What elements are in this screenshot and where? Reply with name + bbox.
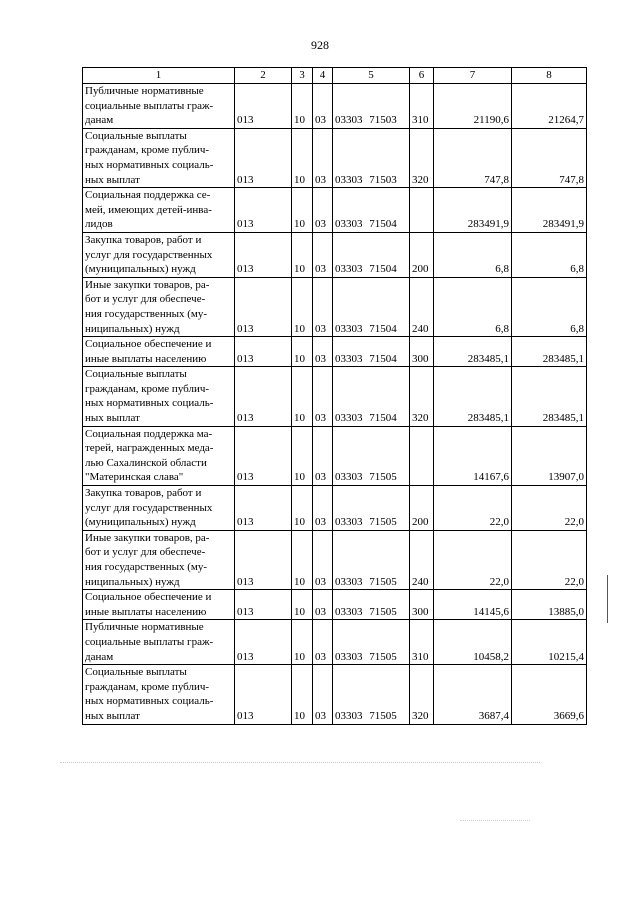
table-row: [83, 367, 587, 426]
section-cell: 10: [292, 232, 313, 277]
ministry-code-cell: 013: [235, 590, 292, 620]
row-name-cell: [83, 128, 235, 187]
section-cell: 10: [292, 590, 313, 620]
target-article-cell: [333, 277, 410, 336]
table-row: [83, 665, 587, 724]
sum-year2-cell: 6,8: [512, 232, 587, 277]
sum-year1-cell: 6,8: [434, 277, 512, 336]
row-name-text: Социальная поддержка се- мей, имеющих детей-инва- лидов: [85, 189, 212, 231]
sum-year1-cell: 6,8: [434, 232, 512, 277]
row-name-text: Социальная поддержка ма- терей, награжденных меда- лью Сахалинской области "Материнская слава": [85, 427, 214, 484]
direction-code: 71505: [369, 709, 397, 722]
program-code: 03303: [335, 322, 363, 335]
section-cell: 10: [292, 530, 313, 589]
expense-type-cell: [410, 188, 434, 233]
table-header-row: [83, 68, 587, 84]
table-row: [83, 232, 587, 277]
row-name-cell: [83, 426, 235, 485]
row-name-cell: [83, 84, 235, 129]
sum-year2-cell: 283485,1: [512, 367, 587, 426]
ministry-code-cell: 013: [235, 128, 292, 187]
table-row: [83, 84, 587, 129]
section-cell: 10: [292, 337, 313, 367]
table-row: [83, 337, 587, 367]
ministry-code-cell: 013: [235, 188, 292, 233]
program-code: 03303: [335, 650, 363, 663]
column-header: 1: [83, 68, 235, 84]
program-code: 03303: [335, 575, 363, 588]
direction-code: 71505: [369, 605, 397, 618]
sum-year1-cell: 22,0: [434, 530, 512, 589]
sum-year2-cell: 283491,9: [512, 188, 587, 233]
row-name-cell: [83, 530, 235, 589]
subsection-cell: 03: [313, 426, 333, 485]
target-article-cell: [333, 84, 410, 129]
program-code: 03303: [335, 605, 363, 618]
section-cell: 10: [292, 84, 313, 129]
sum-year2-cell: 10215,4: [512, 620, 587, 665]
subsection-cell: 03: [313, 128, 333, 187]
sum-year2-cell: 6,8: [512, 277, 587, 336]
expense-type-cell: 200: [410, 232, 434, 277]
sum-year2-cell: 13907,0: [512, 426, 587, 485]
ministry-code-cell: 013: [235, 426, 292, 485]
program-code: 03303: [335, 218, 363, 231]
row-name-text: Закупка товаров, работ и услуг для государственных (муниципальных) нужд: [85, 487, 213, 529]
row-name-text: Социальные выплаты гражданам, кроме публич- ных нормативных социаль- ных выплат: [85, 368, 214, 425]
row-name-cell: [83, 665, 235, 724]
expense-type-cell: 300: [410, 337, 434, 367]
target-article-cell: [333, 620, 410, 665]
sum-year1-cell: 14145,6: [434, 590, 512, 620]
program-code: 03303: [335, 709, 363, 722]
budget-table: [82, 67, 587, 725]
expense-type-cell: 320: [410, 128, 434, 187]
target-article-cell: [333, 128, 410, 187]
ministry-code-cell: 013: [235, 530, 292, 589]
subsection-cell: 03: [313, 486, 333, 531]
row-name-cell: [83, 367, 235, 426]
column-header: 8: [512, 68, 587, 84]
sum-year1-cell: 3687,4: [434, 665, 512, 724]
sum-year1-cell: 21190,6: [434, 84, 512, 129]
target-article-cell: [333, 426, 410, 485]
expense-type-cell: 200: [410, 486, 434, 531]
table-row: [83, 426, 587, 485]
target-article-cell: [333, 665, 410, 724]
program-code: 03303: [335, 516, 363, 529]
sum-year2-cell: 22,0: [512, 530, 587, 589]
ministry-code-cell: 013: [235, 232, 292, 277]
column-header: 5: [333, 68, 410, 84]
program-code: 03303: [335, 173, 363, 186]
table-row: [83, 620, 587, 665]
column-header: 4: [313, 68, 333, 84]
sum-year2-cell: 3669,6: [512, 665, 587, 724]
expense-type-cell: 310: [410, 84, 434, 129]
section-cell: 10: [292, 665, 313, 724]
section-cell: 10: [292, 277, 313, 336]
target-article-cell: [333, 188, 410, 233]
program-code: 03303: [335, 412, 363, 425]
column-header: 2: [235, 68, 292, 84]
subsection-cell: 03: [313, 84, 333, 129]
direction-code: 71503: [369, 114, 397, 127]
table-row: [83, 590, 587, 620]
sum-year2-cell: 22,0: [512, 486, 587, 531]
subsection-cell: 03: [313, 367, 333, 426]
table-row: [83, 188, 587, 233]
direction-code: 71505: [369, 650, 397, 663]
page-number: 928: [311, 38, 329, 52]
sum-year1-cell: 10458,2: [434, 620, 512, 665]
ministry-code-cell: 013: [235, 367, 292, 426]
section-cell: 10: [292, 620, 313, 665]
target-article-cell: [333, 530, 410, 589]
table-body: [83, 84, 587, 725]
subsection-cell: 03: [313, 530, 333, 589]
row-name-cell: [83, 620, 235, 665]
column-header: 3: [292, 68, 313, 84]
direction-code: 71503: [369, 173, 397, 186]
row-name-text: Закупка товаров, работ и услуг для государственных (муниципальных) нужд: [85, 233, 213, 276]
row-name-text: Социальное обеспечение и иные выплаты населению: [85, 591, 212, 618]
row-name-cell: [83, 486, 235, 531]
program-code: 03303: [335, 114, 363, 127]
ministry-code-cell: 013: [235, 84, 292, 129]
program-code: 03303: [335, 352, 363, 365]
scan-artifact: [607, 575, 608, 623]
table-row: [83, 530, 587, 589]
row-name-cell: [83, 188, 235, 233]
row-name-text: Социальные выплаты гражданам, кроме публич- ных нормативных социаль- ных выплат: [85, 666, 214, 722]
row-name-cell: [83, 590, 235, 620]
column-header: 7: [434, 68, 512, 84]
row-name-cell: [83, 277, 235, 336]
direction-code: 71505: [369, 471, 397, 484]
sum-year1-cell: 283485,1: [434, 337, 512, 367]
subsection-cell: 03: [313, 337, 333, 367]
column-header: 6: [410, 68, 434, 84]
direction-code: 71504: [369, 218, 397, 231]
section-cell: 10: [292, 426, 313, 485]
section-cell: 10: [292, 188, 313, 233]
row-name-text: Социальные выплаты гражданам, кроме публич- ных нормативных социаль- ных выплат: [85, 129, 214, 186]
program-code: 03303: [335, 471, 363, 484]
direction-code: 71504: [369, 352, 397, 365]
row-name-cell: [83, 337, 235, 367]
target-article-cell: [333, 590, 410, 620]
row-name-text: Публичные нормативные социальные выплаты граж- данам: [85, 85, 214, 127]
program-code: 03303: [335, 263, 363, 276]
row-name-text: Иные закупки товаров, ра- бот и услуг для обеспече- ния государственных (му- ниципальных) нужд: [85, 531, 210, 588]
ministry-code-cell: 013: [235, 486, 292, 531]
table-row: [83, 128, 587, 187]
ministry-code-cell: 013: [235, 620, 292, 665]
sum-year1-cell: 283485,1: [434, 367, 512, 426]
ministry-code-cell: 013: [235, 665, 292, 724]
target-article-cell: [333, 337, 410, 367]
subsection-cell: 03: [313, 620, 333, 665]
expense-type-cell: [410, 426, 434, 485]
scan-artifact: [60, 762, 540, 764]
direction-code: 71504: [369, 412, 397, 425]
row-name-text: Иные закупки товаров, ра- бот и услуг для обеспече- ния государственных (му- ниципальных) нужд: [85, 278, 210, 335]
sum-year2-cell: 283485,1: [512, 337, 587, 367]
section-cell: 10: [292, 367, 313, 426]
sum-year2-cell: 21264,7: [512, 84, 587, 129]
direction-code: 71505: [369, 575, 397, 588]
scan-artifact: [460, 820, 530, 822]
sum-year1-cell: 283491,9: [434, 188, 512, 233]
section-cell: 10: [292, 486, 313, 531]
target-article-cell: [333, 486, 410, 531]
subsection-cell: 03: [313, 188, 333, 233]
subsection-cell: 03: [313, 232, 333, 277]
sum-year1-cell: 22,0: [434, 486, 512, 531]
ministry-code-cell: 013: [235, 337, 292, 367]
section-cell: 10: [292, 128, 313, 187]
row-name-text: Публичные нормативные социальные выплаты граж- данам: [85, 621, 214, 663]
sum-year1-cell: 747,8: [434, 128, 512, 187]
target-article-cell: [333, 367, 410, 426]
sum-year2-cell: 13885,0: [512, 590, 587, 620]
expense-type-cell: 240: [410, 277, 434, 336]
row-name-cell: [83, 232, 235, 277]
table-row: [83, 277, 587, 336]
subsection-cell: 03: [313, 590, 333, 620]
expense-type-cell: 320: [410, 367, 434, 426]
subsection-cell: 03: [313, 277, 333, 336]
subsection-cell: 03: [313, 665, 333, 724]
expense-type-cell: 310: [410, 620, 434, 665]
row-name-text: Социальное обеспечение и иные выплаты населению: [85, 338, 212, 365]
ministry-code-cell: 013: [235, 277, 292, 336]
direction-code: 71504: [369, 322, 397, 335]
table-row: [83, 486, 587, 531]
direction-code: 71504: [369, 263, 397, 276]
direction-code: 71505: [369, 516, 397, 529]
sum-year1-cell: 14167,6: [434, 426, 512, 485]
expense-type-cell: 300: [410, 590, 434, 620]
sum-year2-cell: 747,8: [512, 128, 587, 187]
expense-type-cell: 240: [410, 530, 434, 589]
target-article-cell: [333, 232, 410, 277]
expense-type-cell: 320: [410, 665, 434, 724]
